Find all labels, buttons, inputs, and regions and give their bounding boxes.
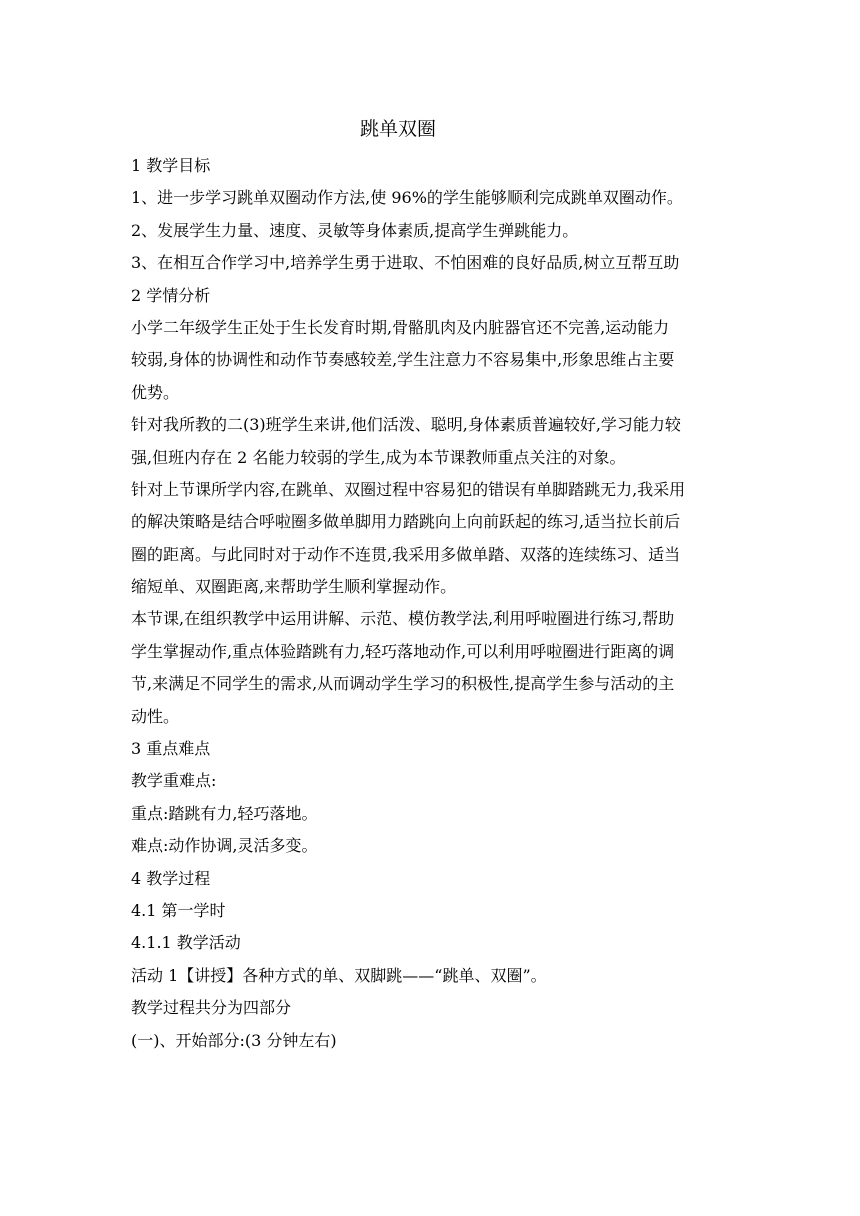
key-point-item: 重点:踏跳有力,轻巧落地。 xyxy=(131,803,318,823)
paragraph-line: 的解决策略是结合呼啦圈多做单脚用力踏跳向上向前跃起的练习,适当拉长前后 xyxy=(131,512,681,532)
section-heading-objectives: 1 教学目标 xyxy=(131,156,211,175)
paragraph-line: 教学过程共分为四部分 xyxy=(131,998,292,1018)
key-points-label: 教学重难点: xyxy=(131,771,217,791)
paragraph-line: 小学二年级学生正处于生长发育时期,骨骼肌肉及内脏器官还不完善,运动能力 xyxy=(131,317,670,337)
objective-item-3: 3、在相互合作学习中,培养学生勇于进取、不怕困难的良好品质,树立互帮互助 xyxy=(131,253,680,273)
paragraph-line: 学生掌握动作,重点体验踏跳有力,轻巧落地动作,可以利用呼啦圈进行距离的调 xyxy=(131,641,675,661)
paragraph-line: 动性。 xyxy=(131,706,180,726)
subsubsection-heading: 4.1.1 教学活动 xyxy=(131,933,241,953)
subsection-heading: 4.1 第一学时 xyxy=(131,900,226,920)
section-heading-analysis: 2 学情分析 xyxy=(131,285,211,305)
paragraph-line: (一)、开始部分:(3 分钟左右) xyxy=(131,1030,337,1050)
paragraph-line: 本节课,在组织教学中运用讲解、示范、模仿教学法,利用呼啦圈进行练习,帮助 xyxy=(131,609,675,629)
difficulty-item: 难点:动作协调,灵活多变。 xyxy=(131,836,318,856)
paragraph-line: 强,但班内存在 2 名能力较弱的学生,成为本节课教师重点关注的对象。 xyxy=(131,447,626,467)
document-title: 跳单双圈 xyxy=(359,118,436,140)
paragraph-line: 较弱,身体的协调性和动作节奏感较差,学生注意力不容易集中,形象思维占主要 xyxy=(131,350,675,370)
paragraph-line: 节,来满足不同学生的需求,从而调动学生学习的积极性,提高学生参与活动的主 xyxy=(131,674,675,694)
paragraph-line: 针对我所教的二(3)班学生来讲,他们活泼、聪明,身体素质普遍较好,学习能力较 xyxy=(131,415,681,435)
activity-line: 活动 1【讲授】各种方式的单、双脚跳——“跳单、双圈”。 xyxy=(131,965,547,985)
section-heading-process: 4 教学过程 xyxy=(131,868,211,888)
paragraph-line: 缩短单、双圈距离,来帮助学生顺利掌握动作。 xyxy=(131,577,457,597)
objective-item-1: 1、进一步学习跳单双圈动作方法,使 96%的学生能够顺利完成跳单双圈动作。 xyxy=(131,188,683,208)
objective-item-2: 2、发展学生力量、速度、灵敏等身体素质,提高学生弹跳能力。 xyxy=(131,220,579,240)
paragraph-line: 圈的距离。与此同时对于动作不连贯,我采用多做单踏、双落的连续练习、适当 xyxy=(131,544,681,564)
paragraph-line: 优势。 xyxy=(131,382,180,402)
paragraph-line: 针对上节课所学内容,在跳单、双圈过程中容易犯的错误有单脚踏跳无力,我采用 xyxy=(131,479,686,499)
document-body xyxy=(131,150,741,1057)
section-heading-key-points: 3 重点难点 xyxy=(131,739,211,759)
